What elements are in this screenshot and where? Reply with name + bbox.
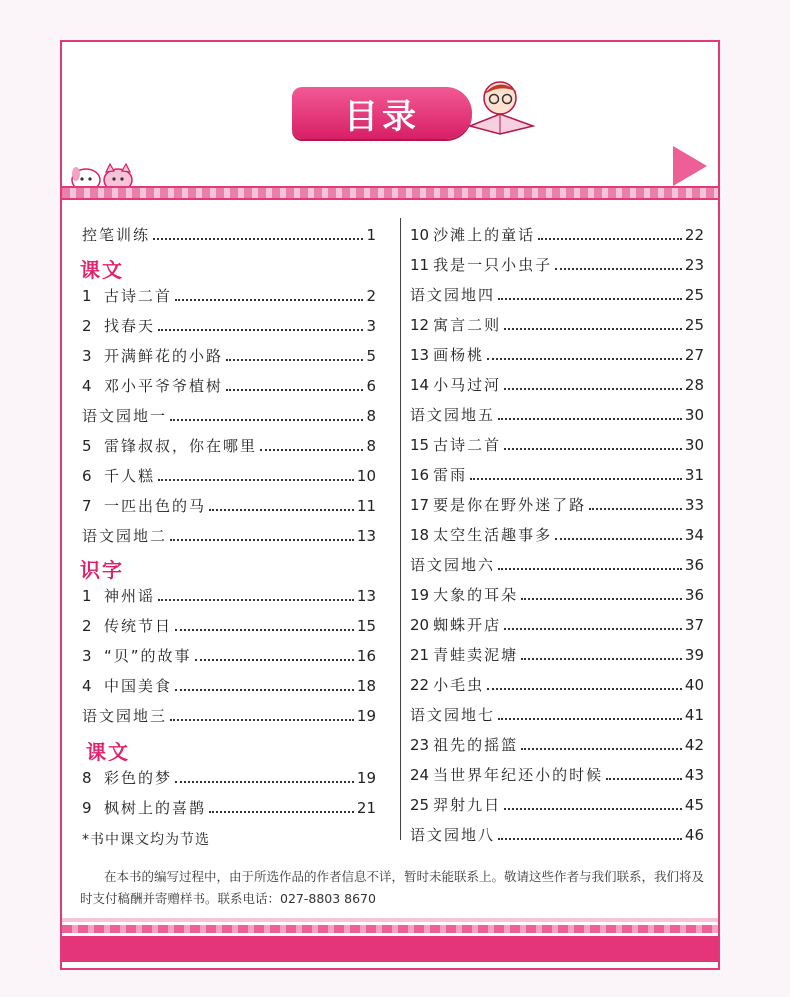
- entry-title: 雷锋叔叔，你在哪里: [104, 437, 258, 455]
- entry-page: 25: [684, 286, 704, 304]
- toc-entry[interactable]: [410, 582, 704, 608]
- toc-entry[interactable]: [410, 252, 704, 278]
- entry-title: 传统节日: [104, 617, 173, 635]
- entry-number: 9: [82, 799, 92, 817]
- leader-dots: [498, 284, 682, 300]
- entry-number: 5: [82, 437, 92, 455]
- entry-title: 太空生活趣事多: [433, 526, 553, 544]
- entry-page: 5: [366, 347, 376, 365]
- entry-page: 46: [684, 826, 704, 844]
- leader-dots: [153, 224, 363, 240]
- toc-entry[interactable]: [82, 433, 376, 459]
- entry-title: 大象的耳朵: [433, 586, 519, 604]
- leader-dots: [498, 704, 682, 720]
- entry-page: 2: [366, 287, 376, 305]
- entry-number: 1: [82, 587, 92, 605]
- entry-page: 19: [356, 707, 376, 725]
- entry-title: 语文园地二: [82, 527, 168, 545]
- entry-title: 青蛙卖泥塘: [433, 646, 519, 664]
- entry-title: 开满鲜花的小路: [104, 347, 224, 365]
- entry-title: 神州谣: [104, 587, 156, 605]
- entry-title: 千人糕: [104, 467, 156, 485]
- entry-number: 3: [82, 347, 92, 365]
- entry-title: 语文园地六: [410, 556, 496, 574]
- leader-dots: [175, 615, 354, 631]
- entry-page: 36: [684, 586, 704, 604]
- toc-entry[interactable]: [410, 342, 704, 368]
- toc-entry[interactable]: [82, 373, 376, 399]
- toc-entry[interactable]: [82, 493, 376, 519]
- section-heading-kewen: 课文: [80, 258, 124, 282]
- entry-number: 14: [410, 376, 430, 394]
- entry-page: 19: [356, 769, 376, 787]
- entry-number: 6: [82, 467, 92, 485]
- entry-page: 31: [684, 466, 704, 484]
- entry-title: 语文园地四: [410, 286, 496, 304]
- toc-entry[interactable]: [410, 372, 704, 398]
- toc-entry[interactable]: [82, 283, 376, 309]
- entry-page: 45: [684, 796, 704, 814]
- toc-entry[interactable]: [82, 403, 376, 429]
- entry-page: 18: [356, 677, 376, 695]
- toc-entry[interactable]: [82, 613, 376, 639]
- entry-number: 11: [410, 256, 430, 274]
- entry-page: 27: [684, 346, 704, 364]
- entry-page: 1: [366, 226, 376, 244]
- arrow-icon: [673, 146, 707, 186]
- decorative-footer-bars: [62, 918, 718, 962]
- entry-page: 22: [684, 226, 704, 244]
- entry-number: 22: [410, 676, 430, 694]
- entry-page: 39: [684, 646, 704, 664]
- entry-title: 当世界年纪还小的时候: [433, 766, 604, 784]
- entry-page: 30: [684, 436, 704, 454]
- entry-title: 小马过河: [433, 376, 502, 394]
- entry-number: 4: [82, 377, 92, 395]
- reading-kid-icon: [455, 76, 545, 136]
- toc-entry[interactable]: [82, 343, 376, 369]
- entry-page: 8: [366, 407, 376, 425]
- toc-entry[interactable]: [410, 642, 704, 668]
- toc-entry[interactable]: [410, 702, 704, 728]
- leader-dots: [504, 434, 682, 450]
- leader-dots: [487, 344, 682, 360]
- entry-number: 1: [82, 287, 92, 305]
- entry-page: 37: [684, 616, 704, 634]
- entry-number: 18: [410, 526, 430, 544]
- entry-title: 沙滩上的童话: [433, 226, 536, 244]
- entry-title: 彩色的梦: [104, 769, 173, 787]
- toc-entry[interactable]: [82, 673, 376, 699]
- entry-title: 古诗二首: [104, 287, 173, 305]
- entry-page: 34: [684, 526, 704, 544]
- leader-dots: [487, 674, 682, 690]
- section-heading-kewen: 课文: [86, 740, 130, 764]
- footnote: *书中课文均为节选: [82, 832, 210, 848]
- leader-dots: [260, 435, 363, 451]
- toc-entry[interactable]: [82, 795, 376, 821]
- entry-title: 祖先的摇篮: [433, 736, 519, 754]
- entry-title: 我是一只小虫子: [433, 256, 553, 274]
- toc-entry[interactable]: [410, 462, 704, 488]
- leader-dots: [209, 495, 354, 511]
- entry-title: 要是你在野外迷了路: [433, 496, 587, 514]
- entry-number: 2: [82, 317, 92, 335]
- leader-dots: [555, 524, 682, 540]
- entry-title: 语文园地一: [82, 407, 168, 425]
- entry-title: 一匹出色的马: [104, 497, 207, 515]
- toc-entry[interactable]: [410, 492, 704, 518]
- copyright-notice: 在本书的编写过程中，由于所选作品的作者信息不详，暂时未能联系上。敬请这些作者与我们联系，我们将及时支付稿酬并寄赠样书。联系电话：027-8803 8670: [80, 869, 705, 906]
- toc-entry[interactable]: [410, 522, 704, 548]
- entry-title: 画杨桃: [433, 346, 485, 364]
- entry-title: 蜘蛛开店: [433, 616, 502, 634]
- leader-dots: [209, 797, 354, 813]
- toc-entry[interactable]: [410, 432, 704, 458]
- entry-page: 3: [366, 317, 376, 335]
- entry-title: 寓言二则: [433, 316, 502, 334]
- leader-dots: [504, 794, 682, 810]
- entry-number: 19: [410, 586, 430, 604]
- entry-title: 古诗二首: [433, 436, 502, 454]
- leader-dots: [226, 345, 363, 361]
- entry-page: 36: [684, 556, 704, 574]
- leader-dots: [170, 705, 354, 721]
- toc-entry[interactable]: [410, 312, 704, 338]
- toc-entry[interactable]: [410, 552, 704, 578]
- entry-page: 42: [684, 736, 704, 754]
- entry-title: 雷雨: [433, 466, 468, 484]
- page-title: 目录: [292, 87, 472, 139]
- entry-title: 语文园地三: [82, 707, 168, 725]
- leader-dots: [504, 374, 682, 390]
- entry-page: 23: [684, 256, 704, 274]
- leader-dots: [606, 764, 682, 780]
- leader-dots: [504, 314, 682, 330]
- entry-number: 15: [410, 436, 430, 454]
- leader-dots: [555, 254, 682, 270]
- toc-entry[interactable]: [82, 643, 376, 669]
- entry-number: 21: [410, 646, 430, 664]
- leader-dots: [158, 315, 363, 331]
- leader-dots: [521, 734, 682, 750]
- column-divider: [400, 218, 401, 840]
- entry-number: 12: [410, 316, 430, 334]
- entry-page: 10: [356, 467, 376, 485]
- entry-number: 17: [410, 496, 430, 514]
- leader-dots: [538, 224, 682, 240]
- entry-page: 13: [356, 527, 376, 545]
- leader-dots: [175, 285, 363, 301]
- entry-title: 控笔训练: [82, 226, 151, 244]
- section-heading-shizi: 识字: [80, 558, 124, 582]
- entry-title: 枫树上的喜鹊: [104, 799, 207, 817]
- toc-entry[interactable]: [410, 732, 704, 758]
- entry-page: 40: [684, 676, 704, 694]
- leader-dots: [498, 404, 682, 420]
- entry-page: 41: [684, 706, 704, 724]
- entry-number: 8: [82, 769, 92, 787]
- entry-number: 20: [410, 616, 430, 634]
- entry-title: 语文园地五: [410, 406, 496, 424]
- toc-entry[interactable]: [82, 583, 376, 609]
- entry-page: 11: [356, 497, 376, 515]
- toc-entry[interactable]: [410, 222, 704, 248]
- entry-number: 3: [82, 647, 92, 665]
- entry-number: 2: [82, 617, 92, 635]
- entry-title: “贝”的故事: [104, 647, 192, 665]
- toc-entry[interactable]: [82, 765, 376, 791]
- leader-dots: [498, 554, 682, 570]
- entry-page: 33: [684, 496, 704, 514]
- entry-title: 中国美食: [104, 677, 173, 695]
- toc-entry[interactable]: [410, 792, 704, 818]
- entry-number: 25: [410, 796, 430, 814]
- toc-entry[interactable]: [82, 523, 376, 549]
- entry-page: 30: [684, 406, 704, 424]
- leader-dots: [226, 375, 363, 391]
- leader-dots: [195, 645, 354, 661]
- entry-page: 43: [684, 766, 704, 784]
- leader-dots: [498, 824, 682, 840]
- toc-entry[interactable]: [410, 822, 704, 848]
- entry-title: 找春天: [104, 317, 156, 335]
- leader-dots: [175, 767, 354, 783]
- entry-page: 28: [684, 376, 704, 394]
- entry-number: 7: [82, 497, 92, 515]
- entry-title: 邓小平爷爷植树: [104, 377, 224, 395]
- leader-dots: [521, 644, 682, 660]
- entry-page: 6: [366, 377, 376, 395]
- leader-dots: [470, 464, 682, 480]
- entry-number: 24: [410, 766, 430, 784]
- entry-page: 25: [684, 316, 704, 334]
- toc-entry[interactable]: [410, 612, 704, 638]
- toc-entry[interactable]: [410, 762, 704, 788]
- toc-entry[interactable]: [410, 282, 704, 308]
- leader-dots: [158, 585, 354, 601]
- entry-title: 语文园地八: [410, 826, 496, 844]
- toc-entry[interactable]: [410, 672, 704, 698]
- toc-entry[interactable]: [410, 402, 704, 428]
- leader-dots: [504, 614, 682, 630]
- leader-dots: [170, 405, 363, 421]
- toc-entry[interactable]: [82, 313, 376, 339]
- entry-title: 语文园地七: [410, 706, 496, 724]
- entry-page: 21: [356, 799, 376, 817]
- entry-page: 8: [366, 437, 376, 455]
- toc-entry[interactable]: [82, 463, 376, 489]
- entry-page: 16: [356, 647, 376, 665]
- leader-dots: [589, 494, 682, 510]
- leader-dots: [158, 465, 354, 481]
- leader-dots: [170, 525, 354, 541]
- toc-entry[interactable]: [82, 222, 376, 248]
- entry-title: 小毛虫: [433, 676, 485, 694]
- entry-number: 10: [410, 226, 430, 244]
- entry-page: 15: [356, 617, 376, 635]
- entry-number: 23: [410, 736, 430, 754]
- entry-number: 16: [410, 466, 430, 484]
- entry-number: 13: [410, 346, 430, 364]
- leader-dots: [175, 675, 354, 691]
- toc-entry[interactable]: [82, 703, 376, 729]
- entry-page: 13: [356, 587, 376, 605]
- entry-number: 4: [82, 677, 92, 695]
- leader-dots: [521, 584, 682, 600]
- entry-title: 羿射九日: [433, 796, 502, 814]
- decorative-ribbon: [62, 186, 718, 200]
